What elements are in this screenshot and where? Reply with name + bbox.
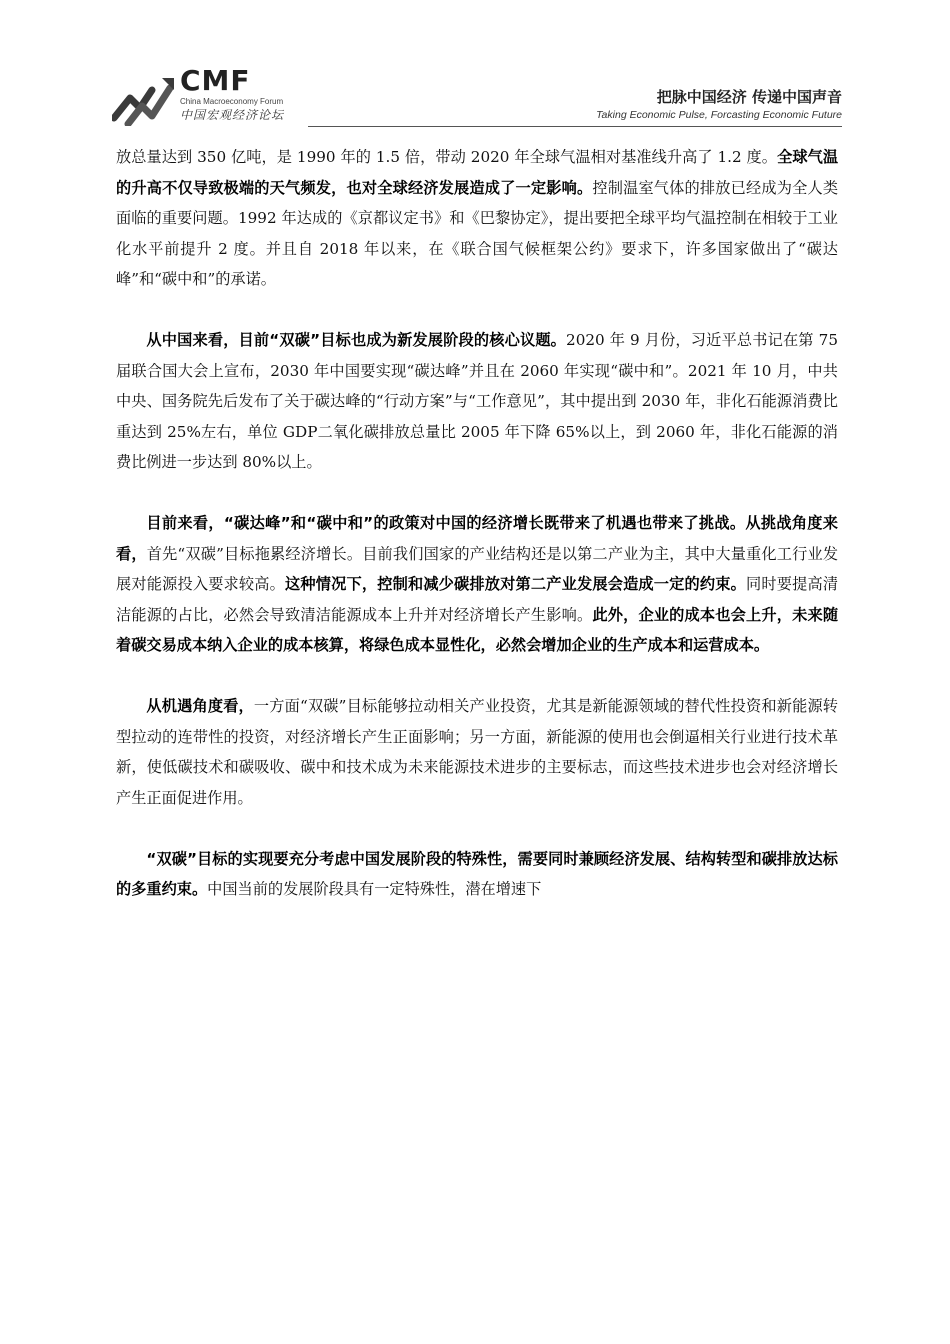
cmf-logo-icon: [112, 68, 176, 126]
logo-subtitle-cn: 中国宏观经济论坛: [180, 108, 285, 122]
text-segment: 一方面“双碳”目标能够拉动相关产业投资，尤其是新能源领域的替代性投资和新能源转型拉动的连带性的投资，对经济增长产生正面影响；另一方面，新能源的使用也会倒逼相关行业进行技术革新，使低碳技术和碳吸收、碳中和技术成为未来能源技术进步的主要标志，而这些技术进步也会对经济增长产生正面促进作用。: [116, 697, 838, 807]
page-header: [112, 62, 842, 126]
header-divider: [308, 126, 842, 127]
bold-text-segment: 从中国来看，目前“双碳”目标也成为新发展阶段的核心议题。: [146, 331, 567, 349]
logo-title: CMF: [180, 64, 251, 97]
article-body: [116, 142, 838, 935]
bold-text-segment: 从机遇角度看，: [146, 697, 254, 715]
bold-text-segment: 全球气温的升高不仅导致极端的天气频发，也对全球经济发展造成了一定影响。: [116, 148, 839, 197]
logo-subtitle-en: China Macroeconomy Forum: [180, 97, 284, 106]
text-segment: 首先“双碳”目标拖累经济增长。目前我们国家的产业结构还是以第二产业为主，其中大量重化工行业发展对能源投入要求较高。: [116, 544, 839, 593]
text-segment: 控制温室气体的排放已经成为全人类面临的重要问题。1992 年达成的《京都议定书》和《巴黎协定》，提出要把全球平均气温控制在相较于工业化水平前提升 2 度。并且自 2018 年以来，在《联合国气候框架公约》要求下，许多国家做出了“碳达峰”和“碳中和”的承诺。: [116, 178, 839, 288]
bold-text-segment: 这种情况下，控制和减少碳排放对第二产业发展会造成一定的约束。: [285, 575, 746, 593]
paragraph: [116, 508, 838, 661]
paragraph: [116, 142, 838, 295]
logo-text-block: [180, 66, 284, 123]
bold-text-segment: “双碳”目标的实现要充分考虑中国发展阶段的特殊性，需要同时兼顾经济发展、结构转型和碳排放达标的多重约束。: [116, 849, 838, 898]
header-slogan: [596, 88, 842, 122]
text-segment: 2020 年 9 月份，习近平总书记在第 75 届联合国大会上宣布，2030 年中国要实现“碳达峰”并且在 2060 年实现“碳中和”。2021 年 10 月，中共中央、国务院先后发布了关于碳达峰的“行动方案”与“工作意见”，其中提出到 2030 年，非化石能源消费比重达到 25%左右，单位 GDP二氧化碳排放总量比 2005 年下降 65%以上，到 2060 年，非化石能源的消费比例进一步达到 80%以上。: [116, 331, 838, 471]
paragraph: [116, 325, 838, 478]
paragraph: [116, 844, 838, 905]
slogan-en: Taking Economic Pulse, Forcasting Economic Future: [596, 109, 842, 121]
bold-text-segment: 此外，企业的成本也会上升，未来随着碳交易成本纳入企业的成本核算，将绿色成本显性化，必然会增加企业的生产成本和运营成本。: [116, 605, 839, 654]
bold-text-segment: 目前来看，“碳达峰”和“碳中和”的政策对中国的经济增长既带来了机遇也带来了挑战。从挑战角度来看，: [116, 514, 838, 563]
slogan-cn: 把脉中国经济 传递中国声音: [656, 88, 842, 106]
text-segment: 放总量达到 350 亿吨，是 1990 年的 1.5 倍，带动 2020 年全球气温相对基准线升高了 1.2 度。: [116, 148, 778, 166]
text-segment: 同时要提高清洁能源的占比，必然会导致清洁能源成本上升并对经济增长产生影响。: [116, 575, 839, 624]
text-segment: 中国当前的发展阶段具有一定特殊性，潜在增速下: [207, 880, 542, 898]
paragraph: [116, 691, 838, 813]
